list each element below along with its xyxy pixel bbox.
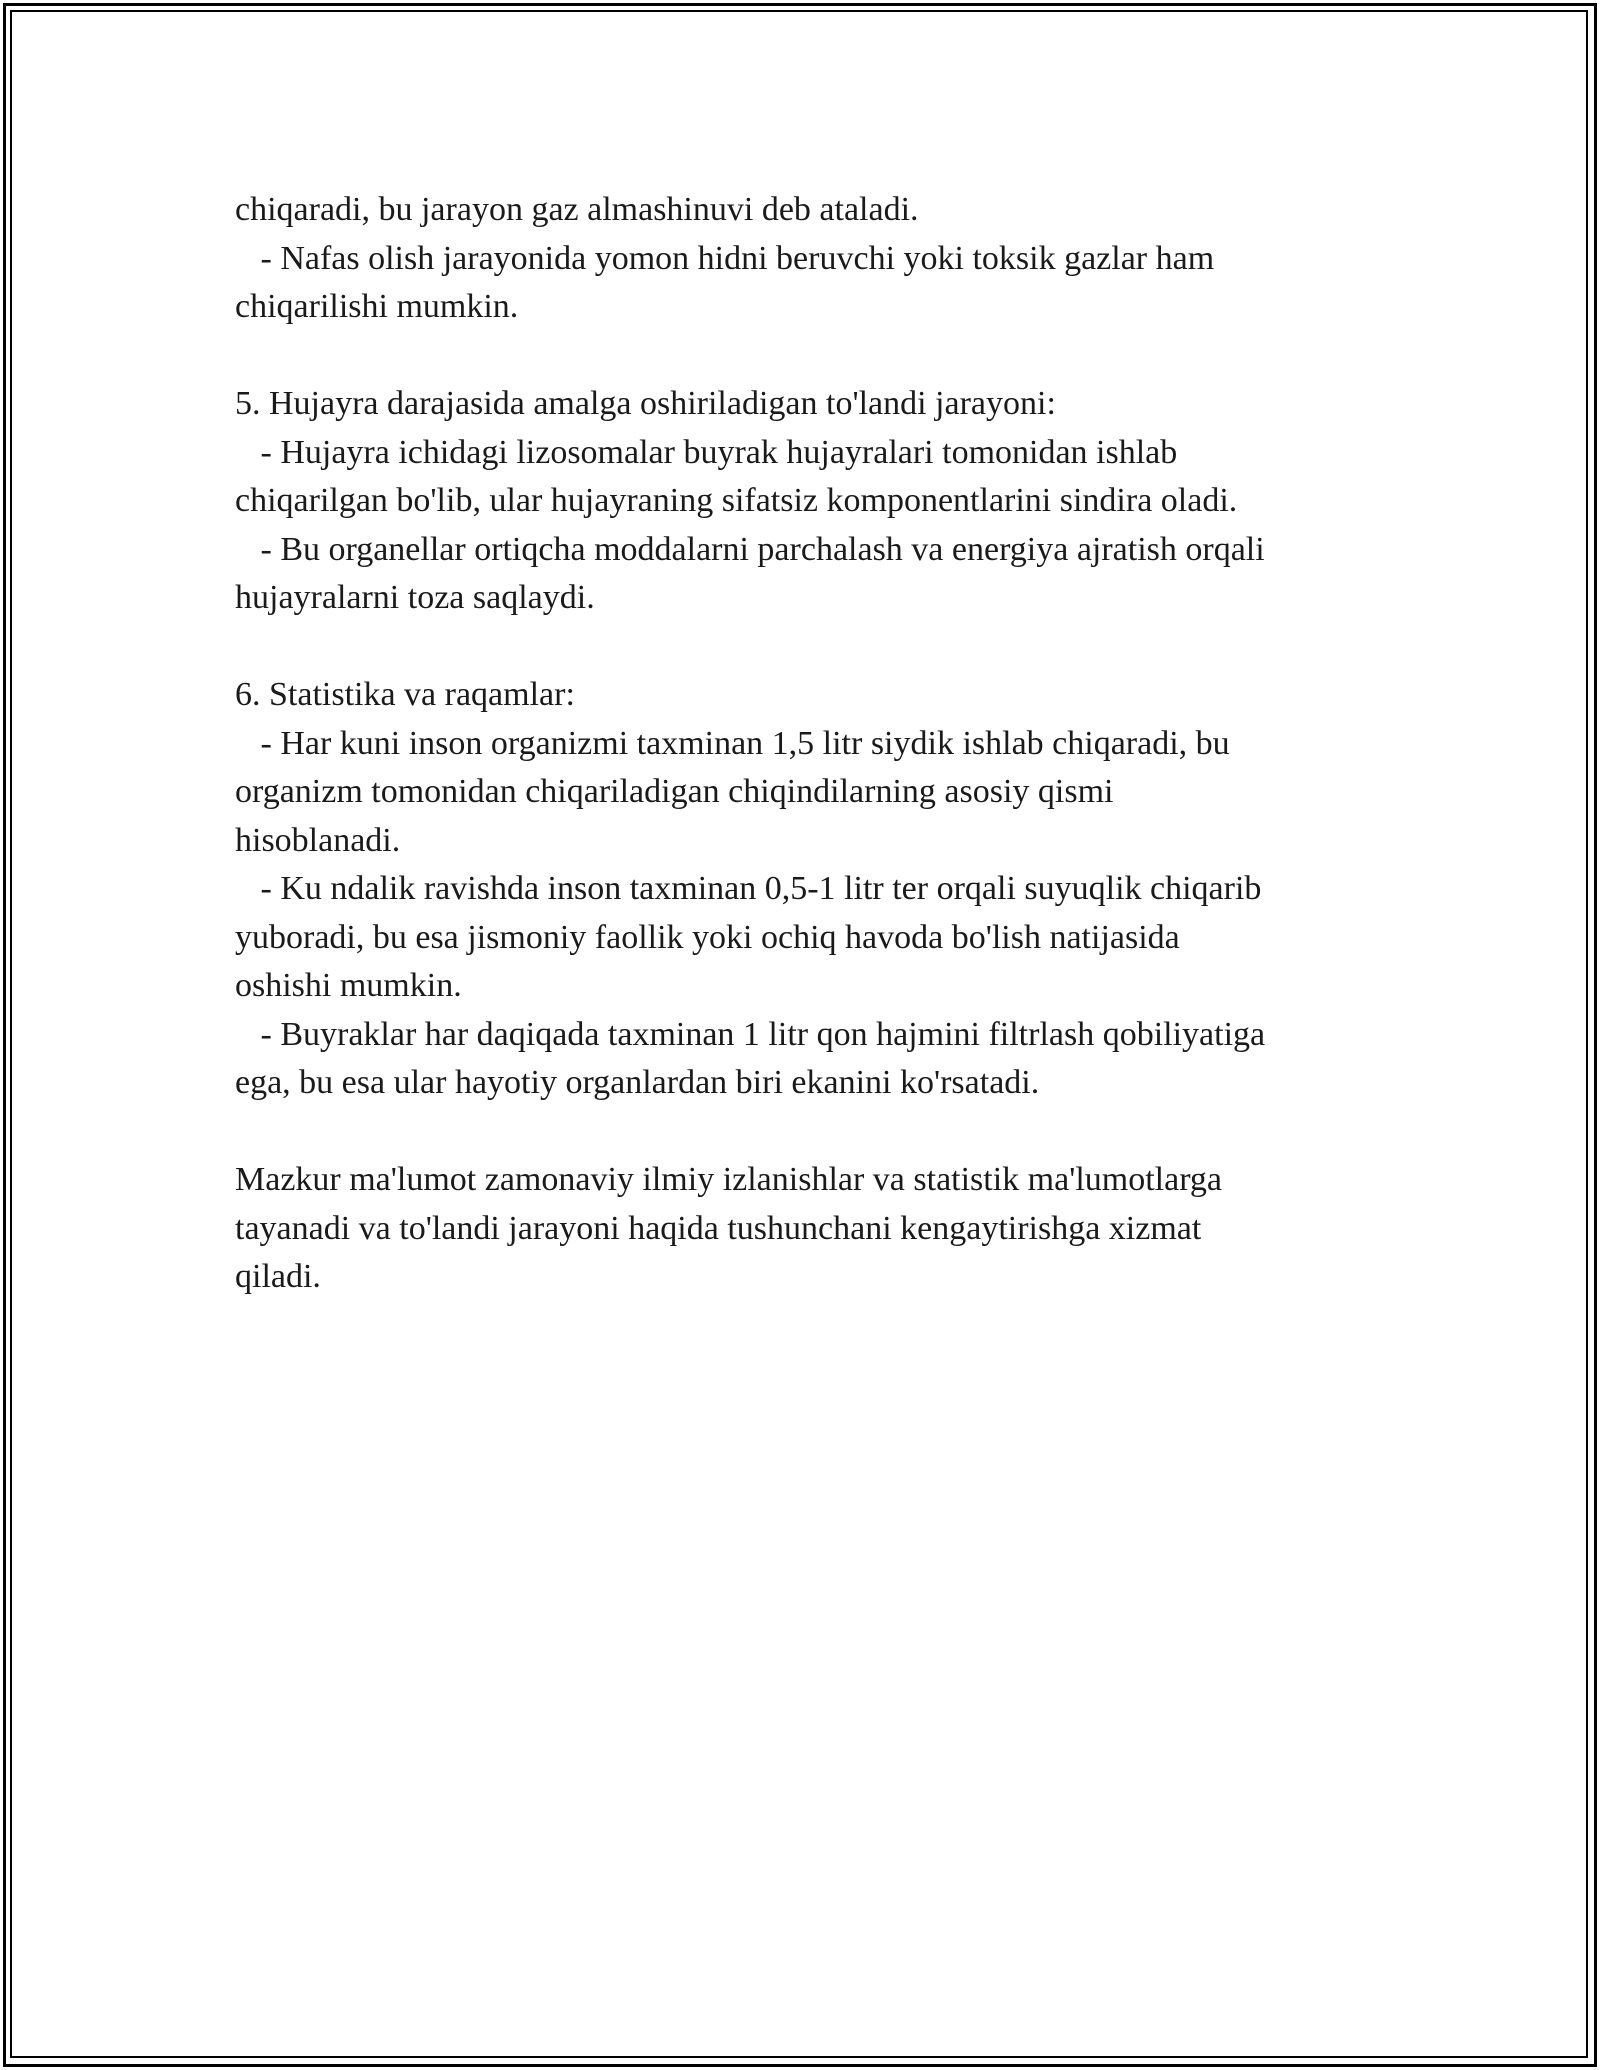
paragraph-conclusion: [235, 1156, 1365, 1302]
text-line: - Hujayra ichidagi lizosomalar buyrak hujayralari tomonidan ishlab: [235, 433, 1178, 471]
paragraph-gas-exchange: [235, 186, 1365, 332]
text-line: chiqarilishi mumkin.: [235, 288, 519, 325]
text-line: - Bu organellar ortiqcha moddalarni parchalash va energiya ajratish orqali: [235, 530, 1265, 568]
text-line: yuboradi, bu esa jismoniy faollik yoki ochiq havoda bo'lish natijasida: [235, 918, 1180, 956]
section-cellular-process: [235, 380, 1365, 623]
text-line: ega, bu esa ular hayotiy organlardan biri ekanini ko'rsatadi.: [235, 1064, 1040, 1101]
text-line: - Har kuni inson organizmi taxminan 1,5 litr siydik ishlab chiqaradi, bu: [235, 724, 1230, 762]
section-heading: 5. Hujayra darajasida amalga oshiriladigan to'landi jarayoni:: [235, 385, 1056, 422]
text-line: chiqaradi, bu jarayon gaz almashinuvi deb ataladi.: [235, 191, 919, 228]
text-line: hujayralarni toza saqlaydi.: [235, 579, 595, 616]
text-line: hisoblanadi.: [235, 821, 401, 859]
paragraph-gap: [235, 332, 1365, 381]
text-line: - Nafas olish jarayonida yomon hidni beruvchi yoki toksik gazlar ham: [235, 239, 1215, 277]
text-line: - Buyraklar har daqiqada taxminan 1 litr qon hajmini filtrlash qobiliyatiga: [235, 1015, 1266, 1053]
text-line: - Ku ndalik ravishda inson taxminan 0,5-1 litr ter orqali suyuqlik chiqarib: [235, 870, 1262, 907]
text-line: chiqarilgan bo'lib, ular hujayraning sifatsiz komponentlarini sindira oladi.: [235, 482, 1238, 519]
section-heading: 6. Statistika va raqamlar:: [235, 676, 575, 713]
section-statistics: [235, 671, 1365, 1108]
text-line: organizm tomonidan chiqariladigan chiqindilarning asosiy qismi: [235, 773, 1114, 810]
document-body: [235, 186, 1365, 1302]
text-line: qiladi.: [235, 1258, 321, 1295]
paragraph-gap: [235, 623, 1365, 672]
text-line: Mazkur ma'lumot zamonaviy ilmiy izlanishlar va statistik ma'lumotlarga: [235, 1161, 1223, 1198]
text-line: tayanadi va to'landi jarayoni haqida tushunchani kengaytirishga xizmat: [235, 1209, 1202, 1247]
paragraph-gap: [235, 1108, 1365, 1157]
text-line: oshishi mumkin.: [235, 967, 462, 1004]
